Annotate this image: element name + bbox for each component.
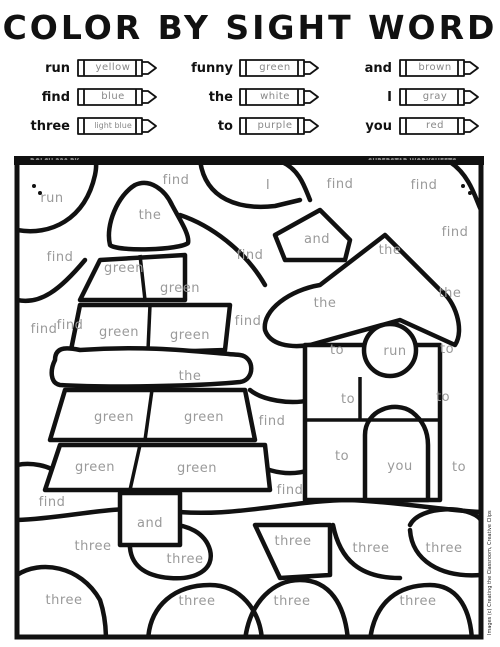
puzzle-word: find: [30, 322, 58, 337]
crayon-label: white: [260, 91, 290, 102]
christmas-tree: [45, 183, 270, 545]
puzzle-word: run: [40, 191, 64, 206]
header-left-label: DOLCH 220 PK: [30, 158, 80, 165]
puzzle-word: three: [274, 534, 312, 549]
block-ground: [255, 525, 330, 578]
puzzle-word: three: [45, 593, 83, 608]
puzzle-word: three: [178, 594, 216, 609]
key-word-find: find: [41, 90, 70, 105]
puzzle-word: to: [340, 392, 356, 407]
region-ground: [17, 500, 481, 520]
key-word-funny: funny: [191, 61, 233, 76]
house: [265, 210, 459, 500]
puzzle-word: three: [425, 541, 463, 556]
puzzle-word: find: [326, 177, 354, 192]
puzzle-word: find: [441, 225, 469, 240]
key-word-three: three: [30, 119, 70, 134]
credit-text: Images (c) Creating the Classroom, Creative Clips: [487, 510, 493, 635]
puzzle-word: to: [439, 342, 455, 357]
crayon-label: light blue: [94, 121, 132, 130]
key-word-and: and: [364, 61, 392, 76]
puzzle-word: green: [159, 281, 201, 296]
puzzle-word: to: [451, 460, 467, 475]
puzzle-word: find: [236, 248, 264, 263]
puzzle-word: to: [334, 449, 350, 464]
puzzle-word: three: [352, 541, 390, 556]
key-word-run: run: [45, 61, 70, 76]
crayon-label: green: [259, 62, 291, 73]
puzzle-word: and: [137, 516, 163, 531]
puzzle-word: find: [234, 314, 262, 329]
header-right-label: SUPERSTAR WORKSHEETS: [368, 158, 457, 165]
crayon-label: purple: [257, 120, 293, 131]
puzzle-word: find: [276, 483, 304, 498]
puzzle-word: green: [93, 410, 135, 425]
puzzle-word: green: [98, 325, 140, 340]
puzzle-word: find: [38, 495, 66, 510]
region-top-wave: [282, 162, 310, 200]
puzzle-word: the: [313, 296, 337, 311]
crayon-label: red: [426, 120, 444, 131]
tree-line: [148, 305, 150, 350]
region-top-middle: [200, 160, 300, 207]
puzzle-word: green: [169, 328, 211, 343]
crayon-label: gray: [422, 91, 448, 102]
region-top-right: [450, 162, 481, 210]
page-title: COLOR BY SIGHT WORD: [2, 8, 498, 47]
puzzle-word: run: [383, 344, 407, 359]
puzzle-word: find: [162, 173, 190, 188]
puzzle-word: find: [56, 318, 84, 333]
puzzle-word: to: [329, 343, 345, 358]
key-word-to: to: [217, 119, 233, 134]
puzzle-word: the: [178, 369, 202, 384]
crayon-label: brown: [418, 62, 452, 73]
puzzle-word: the: [438, 286, 462, 301]
puzzle-word: green: [74, 460, 116, 475]
puzzle-word: three: [273, 594, 311, 609]
key-word-you: you: [365, 119, 392, 134]
puzzle-word: green: [183, 410, 225, 425]
tree-snow-band: [52, 348, 252, 386]
puzzle-word: green: [176, 461, 218, 476]
puzzle-word: three: [166, 552, 204, 567]
puzzle-word: three: [74, 539, 112, 554]
crayon-label: yellow: [95, 62, 131, 73]
puzzle-word: you: [387, 459, 413, 474]
puzzle-word: the: [378, 243, 402, 258]
key-word-i: I: [387, 90, 392, 105]
ground-right-2: [410, 509, 481, 525]
puzzle-word: green: [103, 261, 145, 276]
crayon-label: blue: [101, 91, 125, 102]
puzzle-word: I: [265, 178, 271, 193]
snow-dots: [32, 184, 472, 195]
region-mid-wave: [250, 390, 310, 402]
puzzle-word: three: [399, 594, 437, 609]
puzzle-word: and: [304, 232, 330, 247]
puzzle-word: the: [138, 208, 162, 223]
region-slope-left: [17, 260, 85, 301]
puzzle-word: find: [46, 250, 74, 265]
puzzle-word: find: [258, 414, 286, 429]
key-word-the: the: [208, 90, 233, 105]
puzzle-word: to: [435, 390, 451, 405]
puzzle-word: find: [410, 178, 438, 193]
